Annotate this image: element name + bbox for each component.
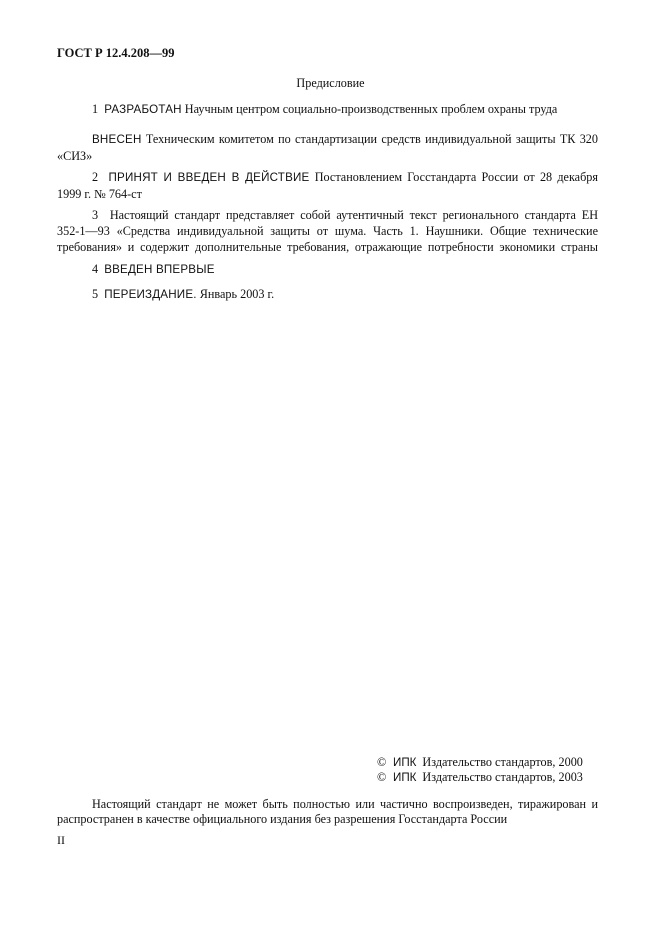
foreword-item-5 [57, 286, 598, 303]
foreword-item-1 [57, 101, 598, 118]
copyright-org: ИПК [393, 771, 417, 784]
copyright-icon: © [377, 755, 387, 769]
item-lead: ВНЕСЕН [92, 133, 142, 146]
item-number: 1 [92, 102, 99, 116]
section-title: Предисловие [296, 76, 365, 90]
item-text-line3: требования» и содержит дополнительные требования, отражающие потребности экономики страны [57, 240, 598, 254]
document-code-header: ГОСТ Р 12.4.208—99 [57, 46, 175, 60]
reproduction-notice [57, 797, 598, 827]
item-text: Настоящий стандарт представляет собой аутентичный текст регионального стандарта ЕН [109, 208, 599, 222]
item-lead: РАЗРАБОТАН [104, 103, 182, 116]
item-lead: ВВЕДЕН ВПЕРВЫЕ [104, 263, 215, 276]
copyright-icon: © [377, 770, 387, 784]
copyright-text: Издательство стандартов, 2000 [422, 755, 583, 769]
copyright-block [377, 755, 583, 785]
copyright-line [377, 755, 583, 770]
notice-line2: распространен в качестве официального издания без разрешения Госстандарта России [57, 812, 508, 826]
foreword-item-3 [57, 207, 598, 255]
item-number: 4 [92, 262, 99, 276]
foreword-item-2 [57, 169, 598, 202]
foreword-item-introduced [57, 131, 598, 164]
foreword-item-4 [57, 261, 598, 278]
item-text-line2: «СИЗ» [57, 149, 93, 163]
item-number: 2 [92, 170, 99, 184]
item-text-line2: 352-1—93 «Средства индивидуальной защиты от шума. Часть 1. Наушники. Общие технические [57, 224, 598, 238]
item-number: 3 [92, 208, 99, 222]
item-lead: ПЕРЕИЗДАНИЕ. [104, 288, 197, 301]
copyright-text: Издательство стандартов, 2003 [422, 770, 583, 784]
copyright-line [377, 770, 583, 785]
page-number: II [57, 833, 65, 847]
item-text: Научным центром социально-производственных проблем охраны труда [184, 102, 558, 116]
item-number: 5 [92, 287, 99, 301]
item-lead: ПРИНЯТ И ВВЕДЕН В ДЕЙСТВИЕ [108, 171, 310, 184]
item-text: Техническим комитетом по стандартизации средств индивидуальной защиты ТК 320 [145, 132, 598, 146]
notice-line1: Настоящий стандарт не может быть полностью или частично воспроизведен, тиражирован и [92, 797, 598, 811]
item-text: Постановлением Госстандарта России от 28 декабря [314, 170, 598, 184]
copyright-org: ИПК [393, 756, 417, 769]
item-text-line2: 1999 г. № 764-ст [57, 187, 142, 201]
item-text: Январь 2003 г. [199, 287, 275, 301]
